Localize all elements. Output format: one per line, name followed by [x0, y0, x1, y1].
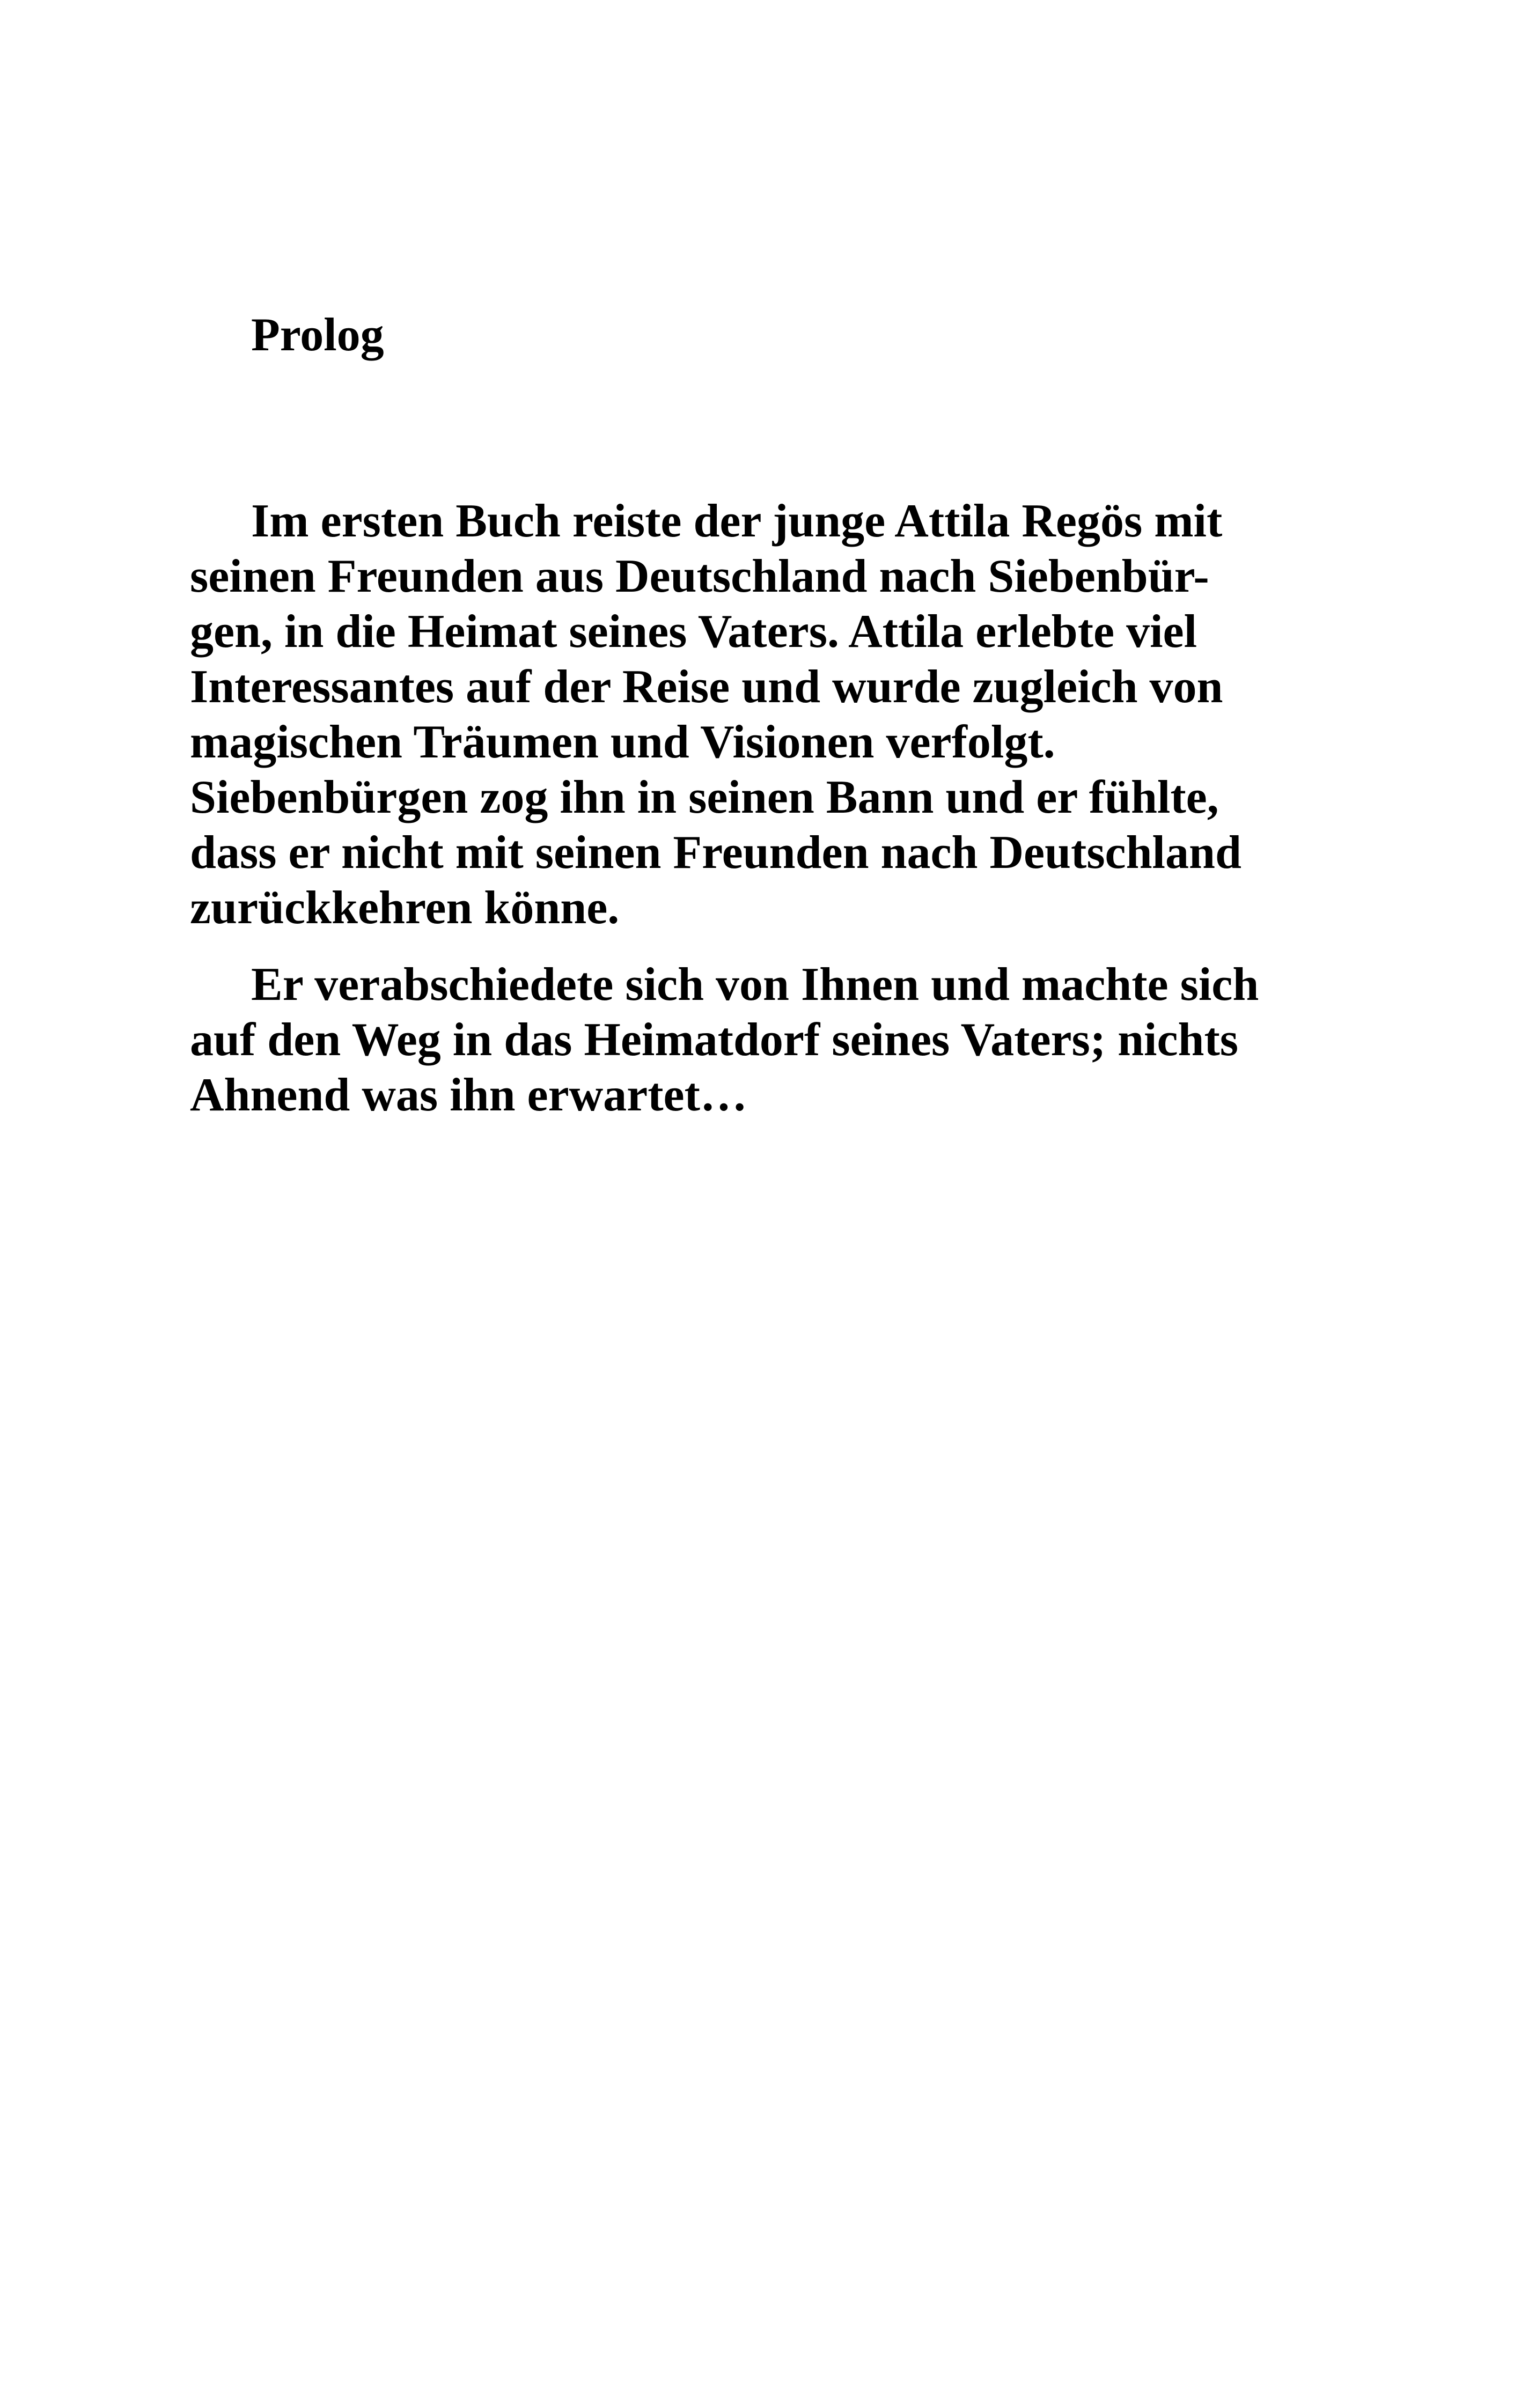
chapter-heading: Prolog [251, 309, 384, 361]
paragraph-line: Er verabschiedete sich von Ihnen und machte sich [251, 959, 1259, 1011]
paragraph-line: Siebenbürgen zog ihn in seinen Bann und er fühlte, [190, 771, 1219, 823]
paragraph-2 [190, 957, 1295, 1123]
paragraph-line: zurückkehren könne. [190, 882, 620, 934]
text-block [190, 300, 1295, 1123]
paragraph-1 [190, 494, 1295, 936]
paragraph-line: Interessantes auf der Reise und wurde zugleich von [190, 661, 1223, 713]
paragraph-line: Ahnend was ihn erwartet… [190, 1069, 747, 1121]
paragraph-line: Im ersten Buch reiste der junge Attila Regös mit [251, 495, 1223, 547]
paragraph-line: auf den Weg in das Heimatdorf seines Vaters; nichts [190, 1014, 1239, 1066]
paragraph-line: gen, in die Heimat seines Vaters. Attila erlebte viel [190, 606, 1197, 658]
paragraph-line: magischen Träumen und Visionen verfolgt. [190, 716, 1055, 768]
paragraph-line: seinen Freunden aus Deutschland nach Siebenbür- [190, 550, 1209, 602]
paragraph-line: dass er nicht mit seinen Freunden nach Deutschland [190, 827, 1241, 879]
